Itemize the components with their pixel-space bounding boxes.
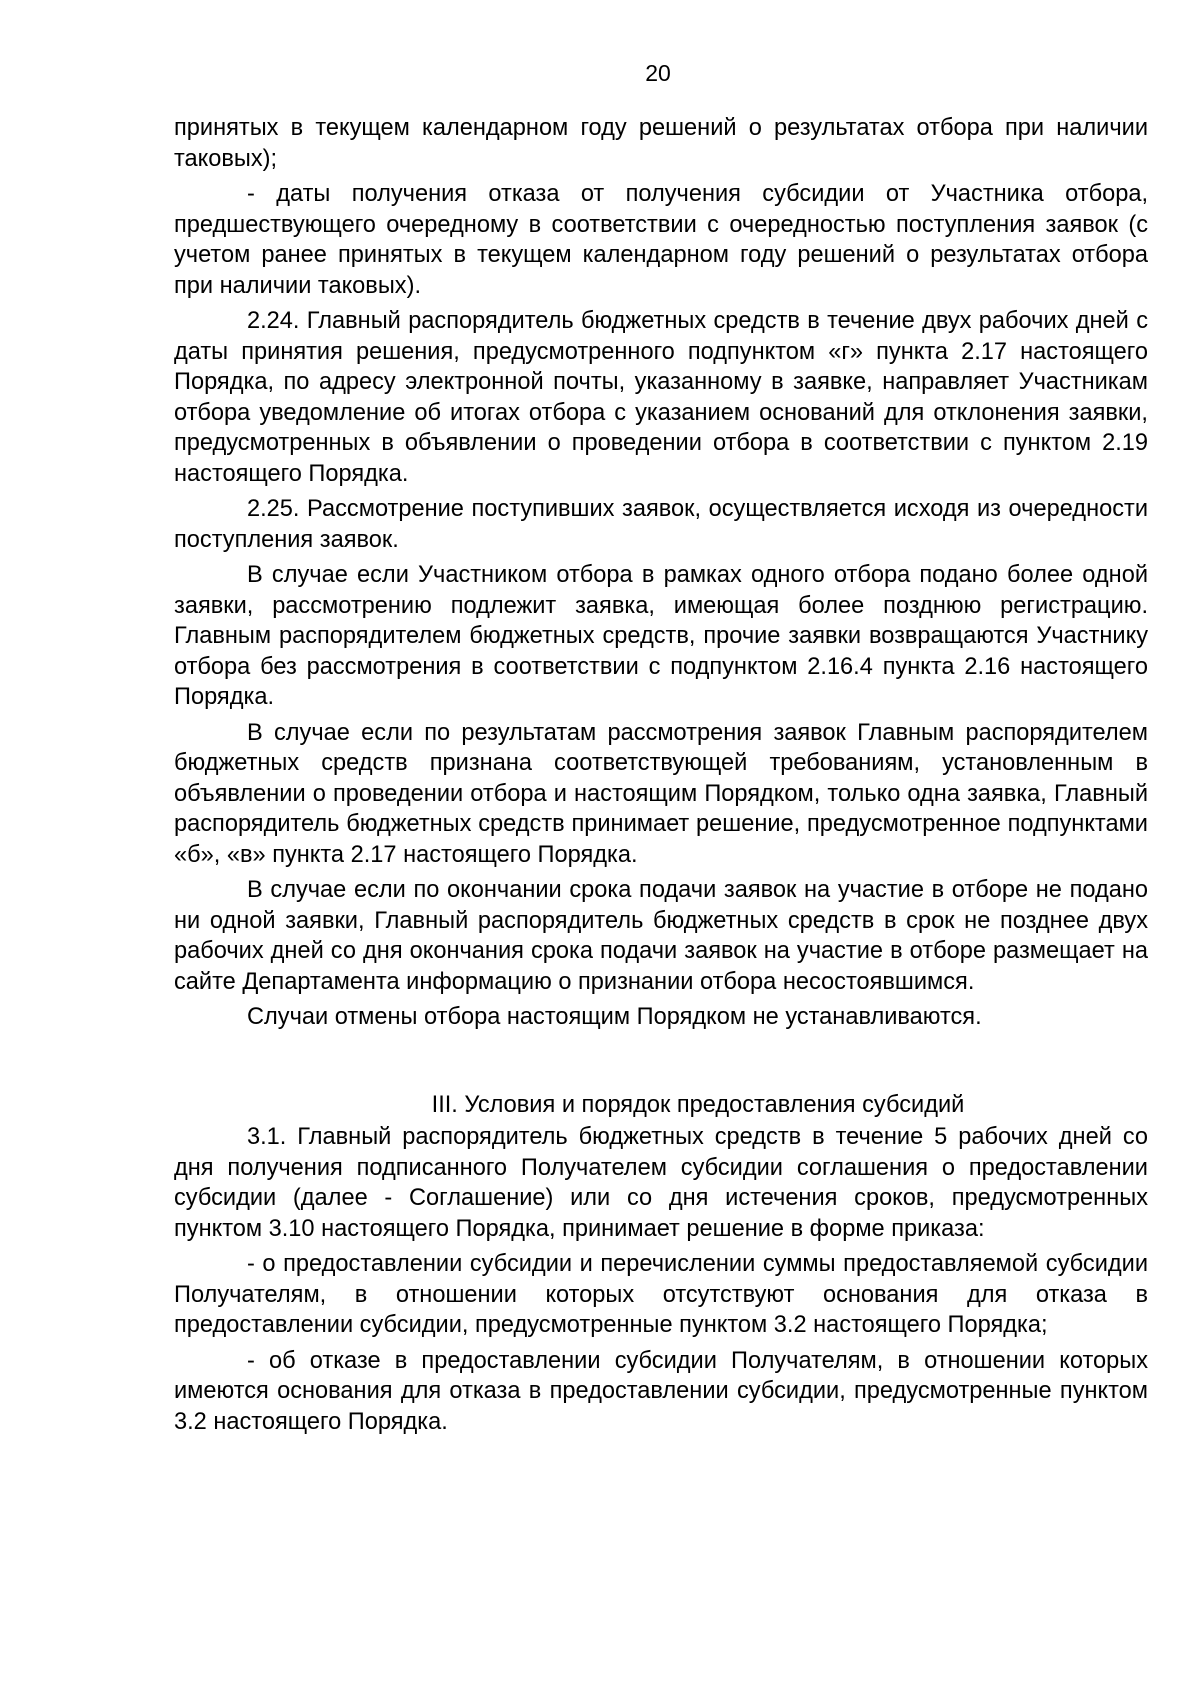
paragraph: В случае если по окончании срока подачи заявок на участие в отборе не подано ни одной заявки, Главный распорядитель бюджетных средств в срок не позднее двух рабочих дней со дня окончания срока подачи заявок на участие в отборе размещает на сайте Департамента информацию о признании отбора несостоявшимся. <box>174 877 1148 995</box>
paragraph-3-1: 3.1. Главный распорядитель бюджетных средств в течение 5 рабочих дней со дня получения подписанного Получателем субсидии соглашения о предоставлении субсидии (далее - Соглашение) или со дня истечения сроков, предусмотренных пунктом 3.10 настоящего Порядка, принимает решение в форме приказа: <box>174 1124 1148 1242</box>
paragraph: - о предоставлении субсидии и перечислении суммы предоставляемой субсидии Получателям, в отношении которых отсутствуют основания для отказа в предоставлении субсидии, предусмотренные пунктом 3.2 настоящего Порядка; <box>174 1251 1148 1338</box>
document-body <box>174 113 1148 1442</box>
paragraph-continuation: принятых в текущем календарном году решений о результатах отбора при наличии таковых); <box>174 115 1148 172</box>
paragraph: - об отказе в предоставлении субсидии Получателям, в отношении которых имеются основания для отказа в предоставлении субсидии, предусмотренные пунктом 3.2 настоящего Порядка. <box>174 1347 1148 1435</box>
paragraph-2-24: 2.24. Главный распорядитель бюджетных средств в течение двух рабочих дней с даты принятия решения, предусмотренного подпунктом «г» пункта 2.17 настоящего Порядка, по адресу электронной почты, указанному в заявке, направляет Участникам отбора уведомление об итогах отбора с указанием оснований для отклонения заявки, предусмотренных в объявлении о проведении отбора в соответствии с пунктом 2.19 настоящего Порядка. <box>174 308 1148 487</box>
paragraph: Случаи отмены отбора настоящим Порядком не устанавливаются. <box>247 1004 982 1030</box>
paragraph: В случае если Участником отбора в рамках одного отбора подано более одной заявки, рассмотрению подлежит заявка, имеющая более позднюю регистрацию. Главным распорядителем бюджетных средств, прочие заявки возвращаются Участнику отбора без рассмотрения в соответствии с подпунктом 2.16.4 пункта 2.16 настоящего Порядка. <box>174 562 1148 710</box>
paragraph: - даты получения отказа от получения субсидии от Участника отбора, предшествующего очередному в соответствии с очередностью поступления заявок (с учетом ранее принятых в текущем календарном году решений о результатах отбора при наличии таковых). <box>174 181 1148 299</box>
section-spacer <box>174 1038 1148 1090</box>
page-number: 20 <box>645 60 671 86</box>
paragraph-2-25: 2.25. Рассмотрение поступивших заявок, осуществляется исходя из очередности поступления заявок. <box>174 496 1148 553</box>
section-heading: III. Условия и порядок предоставления субсидий <box>431 1091 965 1118</box>
paragraph: В случае если по результатам рассмотрения заявок Главным распорядителем бюджетных средств признана соответствующей требованиям, установленным в объявлении о проведении отбора и настоящим Порядком, только одна заявка, Главный распорядитель бюджетных средств принимает решение, предусмотренное подпунктами «б», «в» пункта 2.17 настоящего Порядка. <box>174 719 1148 868</box>
